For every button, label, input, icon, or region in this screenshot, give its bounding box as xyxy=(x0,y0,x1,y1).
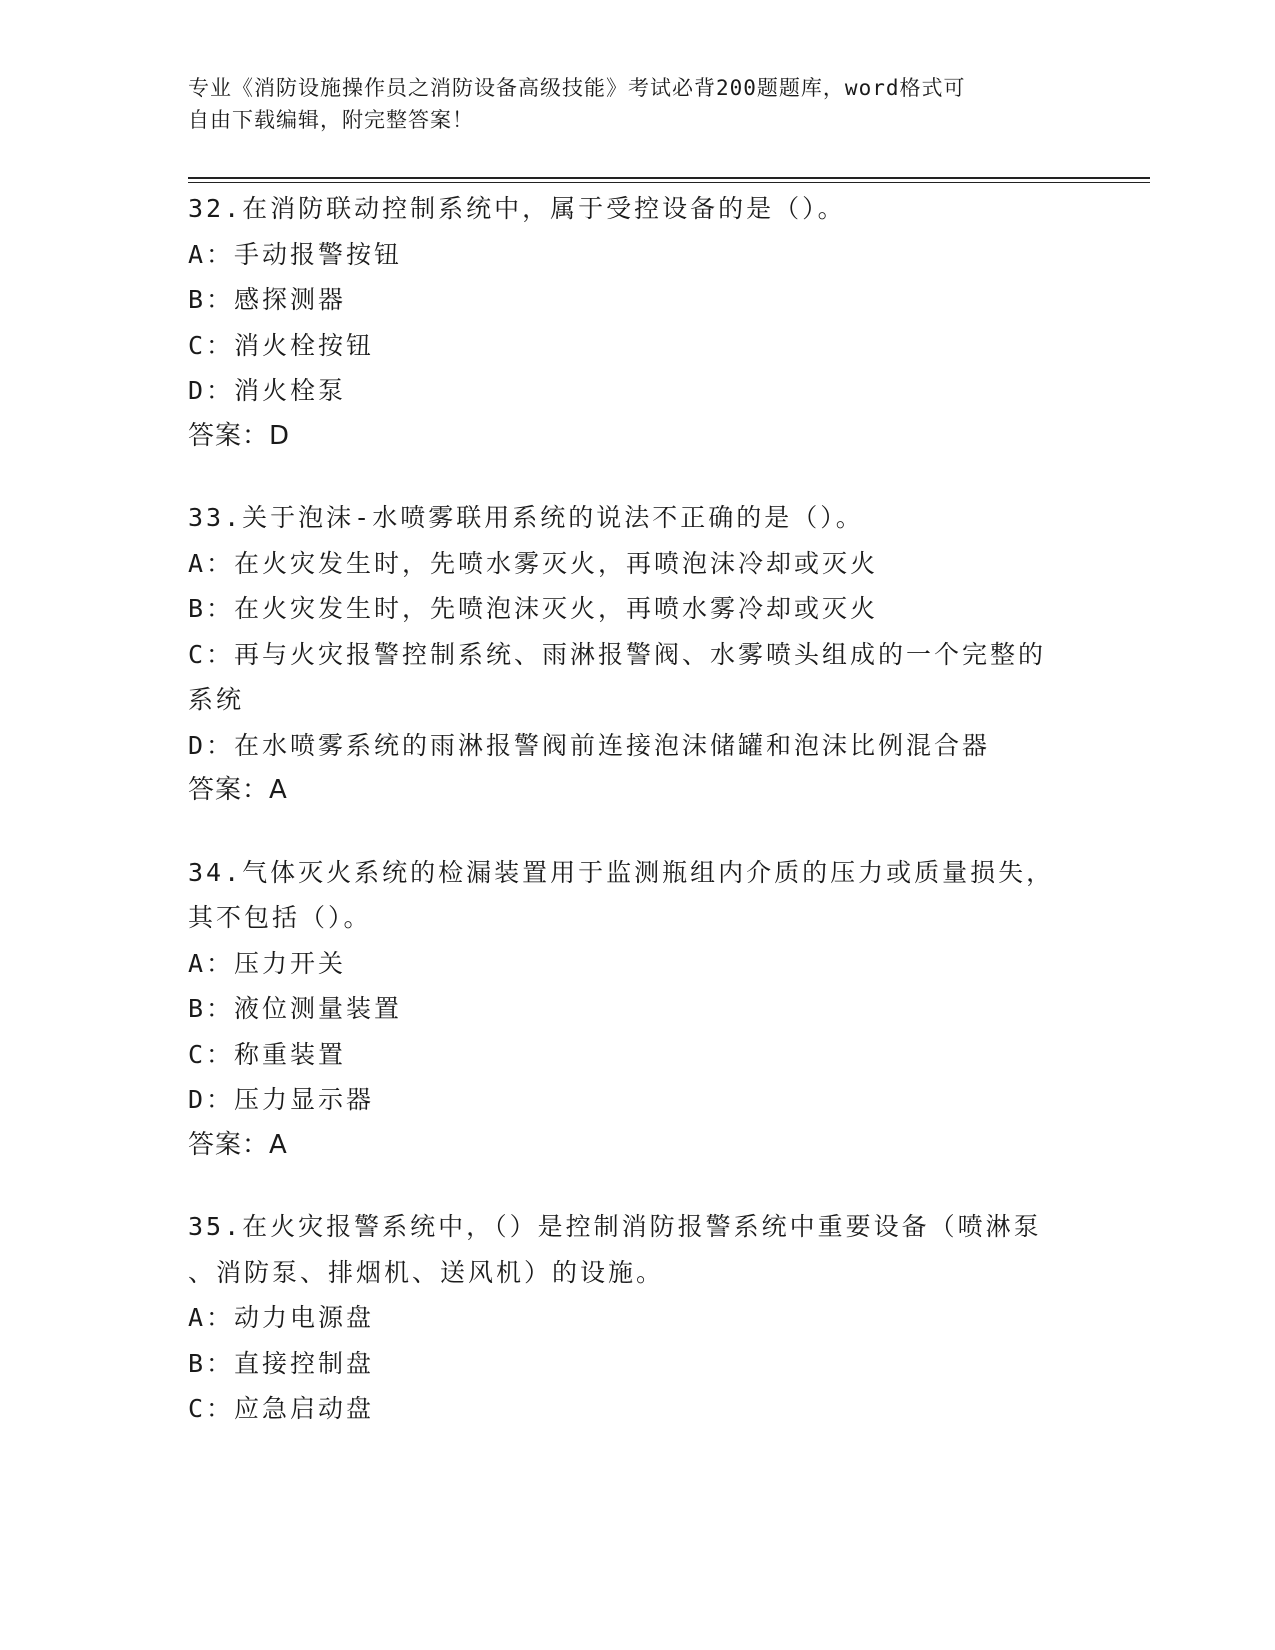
question-stem-continued: 其不包括（）。 xyxy=(188,903,372,932)
option-d: D：在水喷雾系统的雨淋报警阀前连接泡沫储罐和泡沫比例混合器 xyxy=(188,730,991,760)
answer-line: 答案：D xyxy=(188,420,291,451)
question-stem: 32.在消防联动控制系统中，属于受控设备的是（）。 xyxy=(188,194,846,223)
header-rule-top xyxy=(188,177,1150,179)
document-header xyxy=(188,72,1068,136)
header-line-2: 自由下载编辑，附完整答案！ xyxy=(188,108,474,132)
option-b: B：直接控制盘 xyxy=(188,1348,375,1378)
option-c: C：消火栓按钮 xyxy=(188,330,375,360)
question-34 xyxy=(188,850,1088,1169)
option-b: B：在火灾发生时，先喷泡沫灭火，再喷水雾冷却或灭火 xyxy=(188,594,879,623)
answer-line: 答案：A xyxy=(188,775,288,805)
header-line-1: 专业《消防设施操作员之消防设备高级技能》考试必背200题题库，word格式可 xyxy=(188,76,966,100)
option-d: D：压力显示器 xyxy=(188,1085,375,1114)
option-a: A：在火灾发生时，先喷水雾灭火，再喷泡沫冷却或灭火 xyxy=(188,548,879,578)
option-c: C：再与火灾报警控制系统、雨淋报警阀、水雾喷头组成的一个完整的 xyxy=(188,639,1047,669)
option-d: D：消火栓泵 xyxy=(188,376,347,405)
option-a: A：手动报警按钮 xyxy=(188,239,403,269)
question-stem: 34.气体灭火系统的检漏装置用于监测瓶组内介质的压力或质量损失， xyxy=(188,857,1055,887)
option-a: A：压力开关 xyxy=(188,948,347,978)
question-35 xyxy=(188,1204,1088,1432)
option-b: B：液位测量装置 xyxy=(188,994,403,1023)
answer-line: 答案：A xyxy=(188,1129,288,1160)
question-stem: 33.关于泡沫-水喷雾联用系统的说法不正确的是（）。 xyxy=(188,503,864,532)
option-c: C：称重装置 xyxy=(188,1039,347,1069)
option-c: C：应急启动盘 xyxy=(188,1394,375,1423)
header-rule-bottom xyxy=(188,182,1150,183)
question-33 xyxy=(188,495,1088,814)
question-stem-continued: 、消防泵、排烟机、送风机）的设施。 xyxy=(188,1257,665,1287)
option-b: B：感探测器 xyxy=(188,285,347,314)
question-list xyxy=(188,186,1088,1468)
question-32 xyxy=(188,186,1088,459)
option-a: A：动力电源盘 xyxy=(188,1303,375,1332)
option-c-continued: 系统 xyxy=(188,685,245,714)
question-stem: 35.在火灾报警系统中，（）是控制消防报警系统中重要设备（喷淋泵 xyxy=(188,1212,1042,1241)
